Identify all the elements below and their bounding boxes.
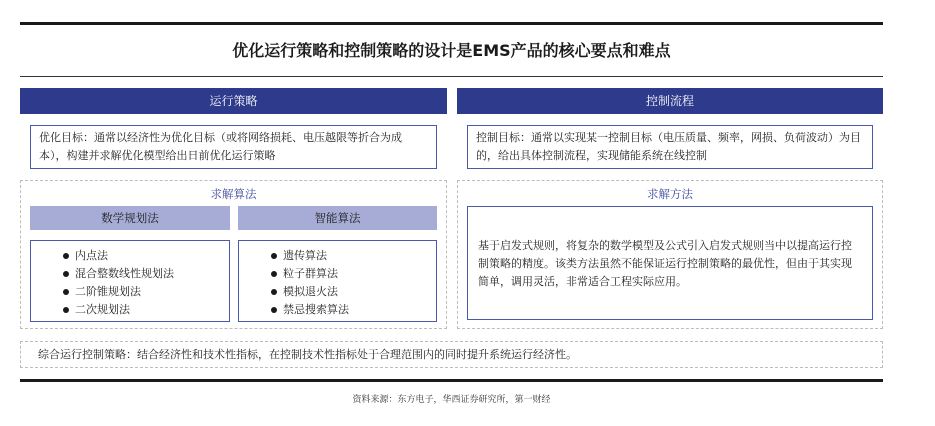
top-rule	[20, 22, 883, 25]
math-programming-list	[30, 240, 230, 322]
control-flow-header: 控制流程	[457, 88, 883, 114]
list-item: 模拟退火法	[283, 283, 436, 301]
intelligent-algorithm-header: 智能算法	[238, 206, 437, 230]
bottom-rule	[20, 379, 883, 382]
intelligent-algorithm-list	[238, 240, 437, 322]
source-note: 资料来源：东方电子，华西证券研究所，第一财经	[352, 395, 551, 405]
diagram-title: 优化运行策略和控制策略的设计是EMS产品的核心要点和难点	[232, 41, 671, 60]
list-item: 混合整数线性规划法	[75, 265, 229, 283]
control-goal-box: 控制目标：通常以实现某一控制目标（电压质量、频率，网损、负荷波动）为目的，给出具体控制流程，实现储能系统在线控制	[467, 125, 873, 169]
list-item: 二阶锥规划法	[75, 283, 229, 301]
list-item: 内点法	[75, 247, 229, 265]
math-programming-header: 数学规划法	[30, 206, 230, 230]
list-item: 粒子群算法	[283, 265, 436, 283]
optimization-goal-box: 优化目标：通常以经济性为优化目标（或将网络损耗、电压越限等折合为成本），构建并求解优化模型给出日前优化运行策略	[30, 125, 437, 169]
list-item: 遗传算法	[283, 247, 436, 265]
algorithms-label: 求解算法	[210, 187, 257, 201]
summary-text: 综合运行控制策略：结合经济性和技术性指标，在控制技术性指标处于合理范围内的同时提升系统运行经济性。	[38, 348, 577, 361]
heuristic-method-box: 基于启发式规则，将复杂的数学模型及公式引入启发式规则当中以提高运行控制策略的精度。该类方法虽然不能保证运行控制策略的最优性，但由于其实现简单，调用灵活，非常适合工程实际应用。	[467, 206, 873, 320]
list-item: 二次规划法	[75, 301, 229, 319]
title-underline	[20, 76, 883, 77]
operation-strategy-header: 运行策略	[20, 88, 447, 114]
list-item: 禁忌搜索算法	[283, 301, 436, 319]
methods-label: 求解方法	[647, 187, 693, 201]
